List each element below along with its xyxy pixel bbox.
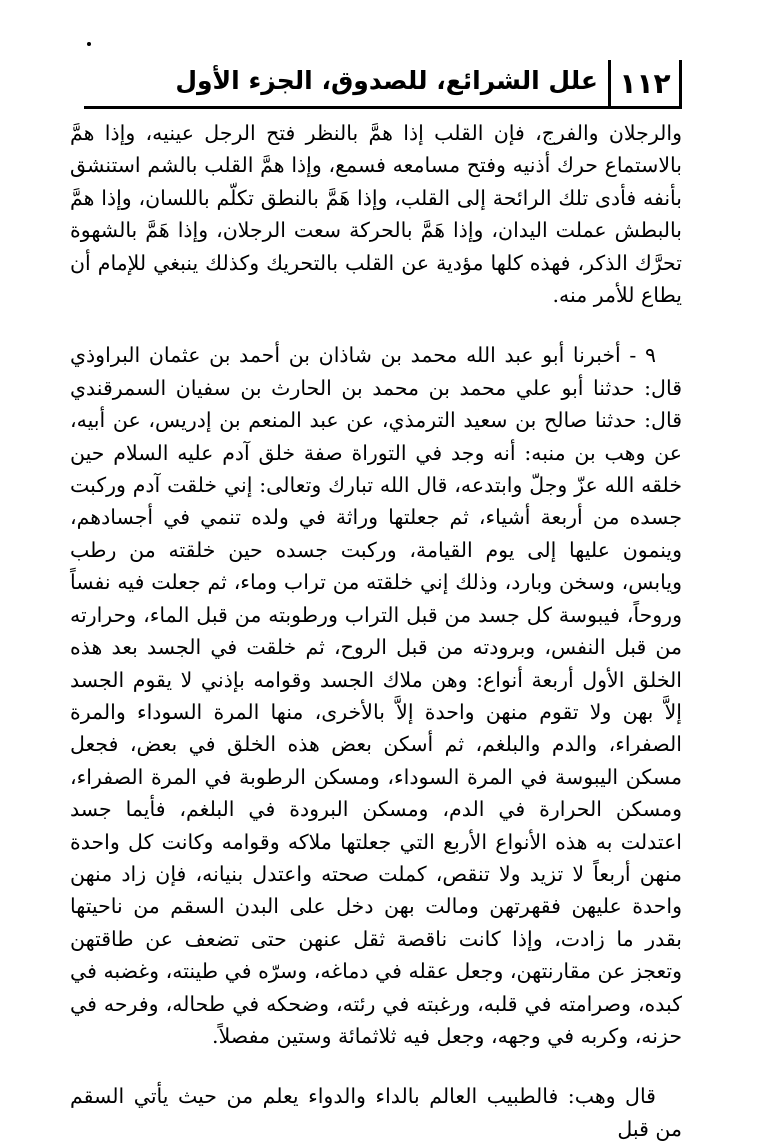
running-title: علل الشرائع، للصدوق، الجزء الأول <box>175 66 598 95</box>
paragraph-2: ٩ - أخبرنا أبو عبد الله محمد بن شاذان بن أحمد بن عثمان البراوذي قال: حدثنا أبو علي محمد بن محمد بن الحارث بن سفيان السمرقندي قال: حدثنا صالح بن سعيد الترمذي، عن عبد المنعم بن إدريس، عن أبيه، عن وهب بن منبه: أنه وجد في التوراة صفة خلق آدم عليه السلام حين خلقه الله عزّ وجلّ وابتدعه، قال الله تبارك وتعالى: إني خلقت آدم وركبت جسده من أربعة أشياء، ثم جعلتها وراثة في ولده تنمي في أجسادهم، وينمون عليها إلى يوم القيامة، وركبت جسده حين خلقته من رطب ويابس، وسخن وبارد، وذلك إني خلقته من تراب وماء، ثم جعلت فيه نفساً وروحاً، فيبوسة كل جسد من قبل التراب ورطوبته من قبل الماء، وحرارته من قبل النفس، وبرودته من قبل الروح، ثم خلقت في الجسد بعد هذه الخلق الأول أربعة أنواع: وهن ملاك الجسد وقوامه بإذني لا يقوم الجسد إلاَّ بهن ولا تقوم منهن واحدة إلاَّ بالأخرى، منها المرة السوداء والمرة الصفراء، والدم والبلغم، ثم أسكن بعض هذه الخلق في بعض، فجعل مسكن اليبوسة في المرة السوداء، ومسكن الرطوبة في المرة الصفراء، ومسكن الحرارة في الدم، ومسكن البرودة في البلغم، فأيما جسد اعتدلت به هذه الأنواع الأربع التي جعلتها ملاكه وقوامه وكانت كل واحدة منهن أربعاً لا تزيد ولا تنقص، كملت صحته واعتدل بنيانه، فإن زاد منهن واحدة عليهن فقهرتهن ومالت بهن دخل على البدن السقم من ناحيتها بقدر ما زادت، وإذا كانت ناقصة ثقل عنهن حتى تضعف عن طاقتهن وتعجز عن مقارنتهن، وجعل عقله في دماغه، وسرّه في طينته، وغضبه في كبده، وصرامته في قلبه، ورغبته في رئته، وضحكه في طحاله، وفرحه في حزنه، وكربه في وجهه، وجعل فيه ثلاثمائة وستين مفصلاً. <box>70 343 682 1048</box>
page-mark <box>87 42 91 46</box>
paragraph-gap <box>70 311 682 339</box>
paragraph-3: قال وهب: فالطبيب العالم بالداء والدواء يعلم من حيث يأتي السقم من قبل <box>70 1084 682 1141</box>
paragraph-1: والرجلان والفرج، فإن القلب إذا همَّ بالنظر فتح الرجل عينيه، وإذا همَّ بالاستماع حرك أذنيه وفتح مسامعه فسمع، وإذا همَّ القلب بالشم استنشق بأنفه فأدى تلك الرائحة إلى القلب، وإذا هَمَّ بالنطق تكلّم باللسان، وإذا همَّ بالبطش عملت اليدان، وإذا هَمَّ بالحركة سعت الرجلان، وإذا هَمَّ بالشهوة تحرَّك الذكر، فهذه كلها مؤدية عن القلب بالتحريك وكذلك ينبغي للإمام أن يطاع للأمر منه. <box>70 121 682 308</box>
paragraph-gap <box>70 1052 682 1080</box>
body-text <box>70 117 682 1145</box>
header-rule <box>84 106 682 109</box>
page-header <box>84 60 682 110</box>
page-number: ١١٢ <box>608 60 682 106</box>
